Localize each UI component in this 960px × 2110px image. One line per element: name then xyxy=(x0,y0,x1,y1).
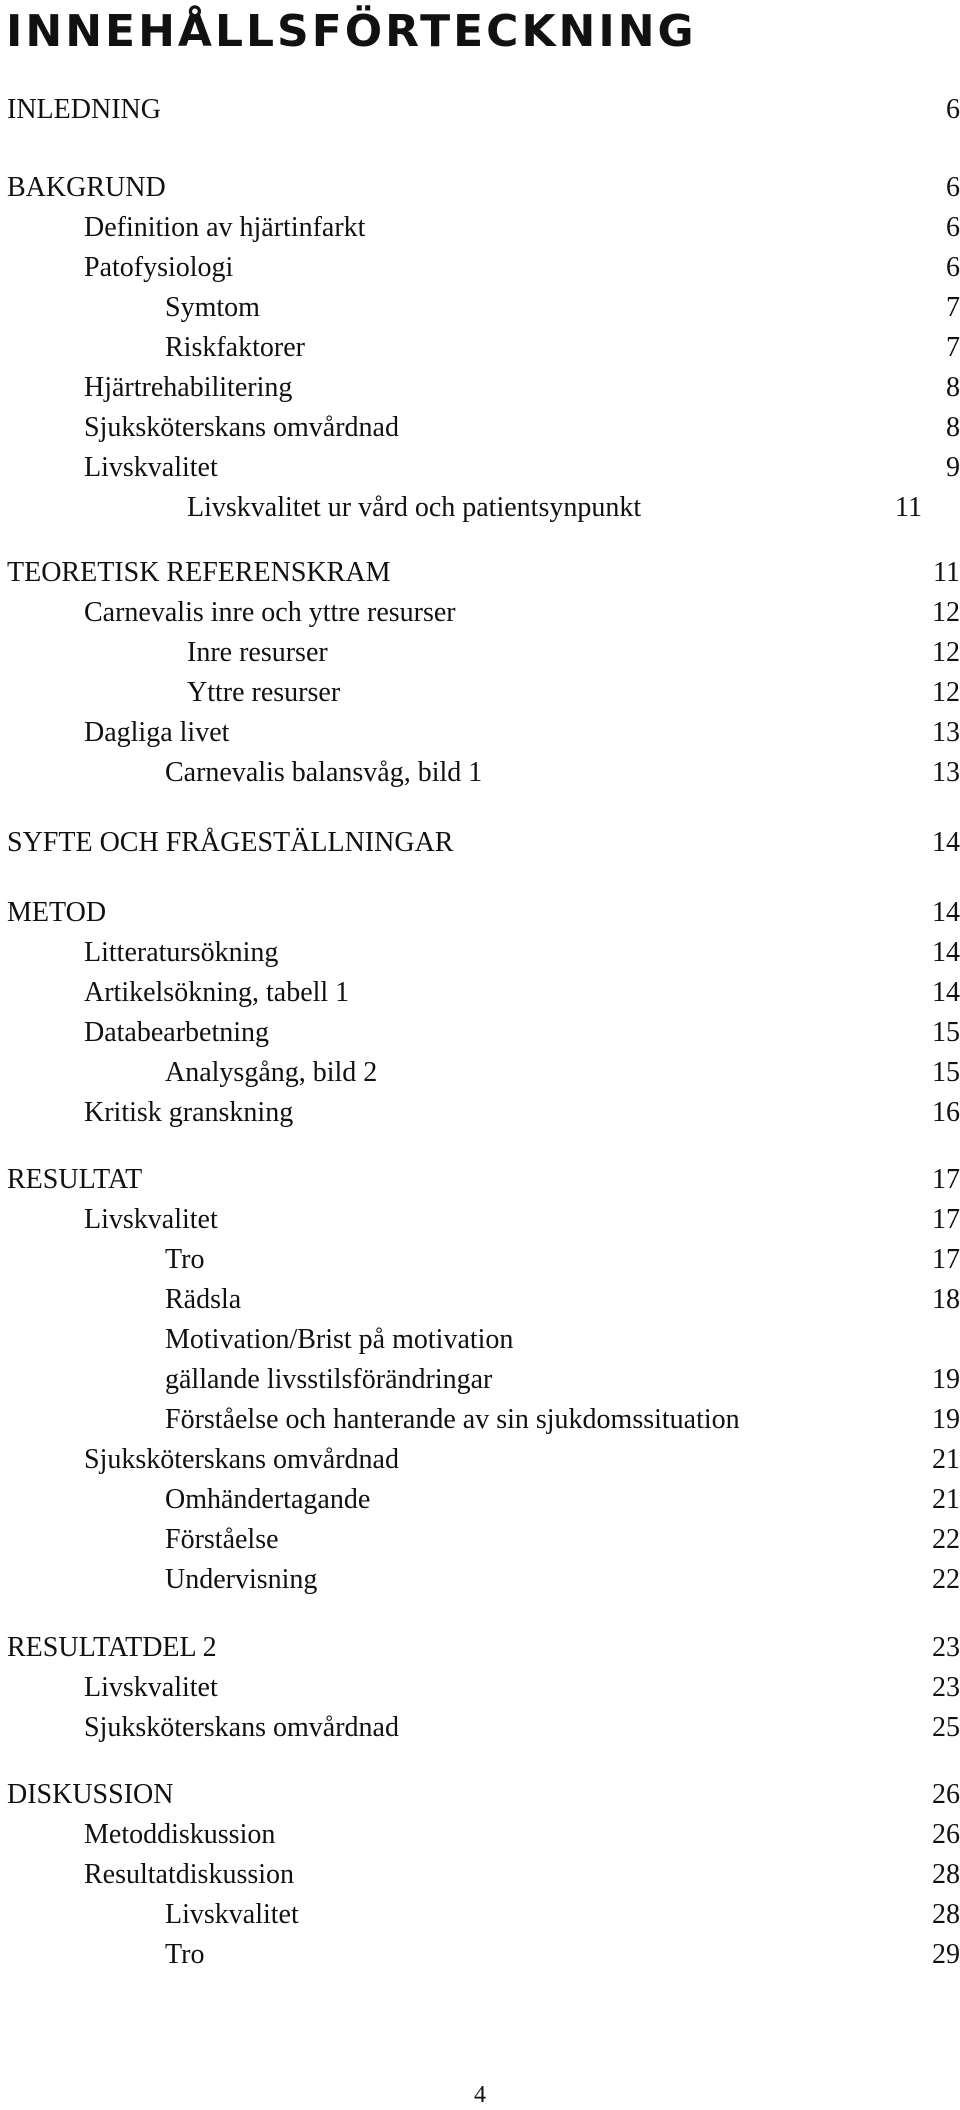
toc-entry-page: 8 xyxy=(946,412,960,443)
toc-entry-page: 6 xyxy=(946,212,960,243)
toc-entry-label: Sjuksköterskans omvårdnad xyxy=(84,412,399,443)
toc-entry-page: 21 xyxy=(932,1484,960,1515)
toc-entry xyxy=(0,208,960,248)
toc-entry-label: SYFTE OCH FRÅGESTÄLLNINGAR xyxy=(7,827,454,858)
toc-entry-label: Livskvalitet ur vård och patientsynpunkt xyxy=(187,492,642,523)
toc-entry-page: 25 xyxy=(932,1712,960,1743)
toc-entry-page: 15 xyxy=(932,1017,960,1048)
toc-entry xyxy=(0,1053,960,1093)
toc-entry xyxy=(0,1560,960,1600)
toc-entry xyxy=(0,1360,960,1400)
toc-entry-label: Rädsla xyxy=(165,1284,242,1315)
toc-entry-page: 8 xyxy=(946,372,960,403)
toc-entry xyxy=(0,1013,960,1053)
toc-entry-label: Kritisk granskning xyxy=(84,1097,294,1128)
toc-entry-label: Motivation/Brist på motivation xyxy=(165,1324,514,1355)
toc-entry-label: Symtom xyxy=(165,292,260,323)
toc-entry xyxy=(0,1708,960,1748)
toc-entry-page: 7 xyxy=(946,292,960,323)
toc-entry-label: Omhändertagande xyxy=(165,1484,371,1515)
toc-entry-label: gällande livsstilsförändringar xyxy=(165,1364,493,1395)
toc-entry xyxy=(0,1280,960,1320)
toc-entry-page: 12 xyxy=(932,677,960,708)
toc-entry-label: Databearbetning xyxy=(84,1017,270,1048)
toc-entry xyxy=(0,933,960,973)
toc-entry-label: Tro xyxy=(165,1244,205,1275)
toc-entry-page: 12 xyxy=(932,597,960,628)
toc-entry-page: 28 xyxy=(932,1859,960,1890)
toc-entry-label: Artikelsökning, tabell 1 xyxy=(84,977,350,1008)
toc-entry-page: 14 xyxy=(932,937,960,968)
toc-entry-page: 28 xyxy=(932,1899,960,1930)
toc-entry-page: 6 xyxy=(946,172,960,203)
toc-entry-page: 11 xyxy=(895,492,922,523)
toc-entry-label: Metoddiskussion xyxy=(84,1819,276,1850)
toc-entry-label: Riskfaktorer xyxy=(165,332,305,363)
toc-entry-page: 17 xyxy=(932,1204,960,1235)
toc-entry-label: Sjuksköterskans omvårdnad xyxy=(84,1444,399,1475)
toc-entry-page: 6 xyxy=(946,252,960,283)
toc-entry-page: 15 xyxy=(932,1057,960,1088)
toc-entry xyxy=(0,973,960,1013)
toc-entry-page: 12 xyxy=(932,637,960,668)
toc-entry xyxy=(0,248,960,288)
toc-entry xyxy=(0,368,960,408)
toc-entry-label: BAKGRUND xyxy=(7,172,166,203)
toc-entry-label: Förståelse xyxy=(165,1524,279,1555)
toc-entry-page: 29 xyxy=(932,1939,960,1970)
toc-entry-label: DISKUSSION xyxy=(7,1779,174,1810)
toc-entry xyxy=(0,1440,960,1480)
toc-entry xyxy=(0,1240,960,1280)
toc-entry-page: 17 xyxy=(932,1164,960,1195)
toc-entry xyxy=(0,1200,960,1240)
toc-entry-page: 14 xyxy=(932,977,960,1008)
toc-entry xyxy=(0,1400,960,1440)
toc-entry-page: 22 xyxy=(932,1524,960,1555)
toc-entry xyxy=(0,1628,960,1668)
toc-entry-page: 22 xyxy=(932,1564,960,1595)
toc-entry-label: Dagliga livet xyxy=(84,717,230,748)
toc-entry-label: Patofysiologi xyxy=(84,252,234,283)
toc-entry xyxy=(0,673,960,713)
toc-heading: INNEHÅLLSFÖRTECKNING xyxy=(6,6,697,57)
toc-entry-page: 13 xyxy=(932,717,960,748)
toc-entry-label: Livskvalitet xyxy=(84,1672,218,1703)
toc-entry-label: Livskvalitet xyxy=(84,452,218,483)
toc-entry-label: RESULTAT xyxy=(7,1164,143,1195)
toc-entry xyxy=(0,1093,960,1133)
toc-entry-label: Analysgång, bild 2 xyxy=(165,1057,378,1088)
toc-entry-label: Resultatdiskussion xyxy=(84,1859,295,1890)
toc-entry-label: Definition av hjärtinfarkt xyxy=(84,212,366,243)
toc-entry-page: 18 xyxy=(932,1284,960,1315)
toc-entry-page: 6 xyxy=(946,94,960,125)
toc-entry-page: 11 xyxy=(933,557,960,588)
toc-entry-label: Hjärtrehabilitering xyxy=(84,372,293,403)
toc-entry-page: 9 xyxy=(946,452,960,483)
toc-entry-page: 26 xyxy=(932,1779,960,1810)
toc-entry xyxy=(0,408,960,448)
toc-entry-label: RESULTATDEL 2 xyxy=(7,1632,217,1663)
toc-entry-page: 19 xyxy=(932,1364,960,1395)
toc-entry xyxy=(0,753,960,793)
toc-entry xyxy=(0,553,960,593)
toc-entry-label: Yttre resurser xyxy=(187,677,341,708)
toc-entry-label: Livskvalitet xyxy=(84,1204,218,1235)
toc-entry-label: Inre resurser xyxy=(187,637,328,668)
toc-entry-page: 26 xyxy=(932,1819,960,1850)
toc-entry-label: METOD xyxy=(7,897,107,928)
toc-entry-label: Litteratursökning xyxy=(84,937,279,968)
toc-entry xyxy=(0,1320,960,1360)
toc-entry-label: Undervisning xyxy=(165,1564,318,1595)
toc-entry-label: Carnevalis inre och yttre resurser xyxy=(84,597,456,628)
toc-entry-page: 14 xyxy=(932,897,960,928)
toc-entry xyxy=(0,168,960,208)
toc-entry-label: INLEDNING xyxy=(7,94,161,125)
toc-entry-page: 13 xyxy=(932,757,960,788)
toc-entry-label: Förståelse och hanterande av sin sjukdomssituation xyxy=(165,1404,740,1435)
toc-entry xyxy=(0,1668,960,1708)
toc-entry xyxy=(0,1520,960,1560)
toc-entry xyxy=(0,288,960,328)
toc-entry xyxy=(0,488,960,528)
toc-entry xyxy=(0,1775,960,1815)
toc-entry xyxy=(0,448,960,488)
toc-entry xyxy=(0,823,960,863)
toc-entry-label: Tro xyxy=(165,1939,205,1970)
toc-entry-page: 23 xyxy=(932,1672,960,1703)
toc-entry-label: Carnevalis balansvåg, bild 1 xyxy=(165,757,483,788)
toc-entry-page: 7 xyxy=(946,332,960,363)
toc-entry xyxy=(0,713,960,753)
toc-entry-label: TEORETISK REFERENSKRAM xyxy=(7,557,391,588)
toc-entry xyxy=(0,1855,960,1895)
page-number-footer: 4 xyxy=(474,2082,486,2108)
toc-entry xyxy=(0,328,960,368)
toc-entry-page: 23 xyxy=(932,1632,960,1663)
toc-entry-label: Livskvalitet xyxy=(165,1899,299,1930)
toc-entry xyxy=(0,1895,960,1935)
toc-entry-label: Sjuksköterskans omvårdnad xyxy=(84,1712,399,1743)
toc-entry xyxy=(0,90,960,130)
toc-entry xyxy=(0,893,960,933)
toc-entry xyxy=(0,1935,960,1975)
toc-entry-page: 21 xyxy=(932,1444,960,1475)
toc-entry-page: 19 xyxy=(932,1404,960,1435)
toc-entry-page: 14 xyxy=(932,827,960,858)
toc-entry xyxy=(0,1480,960,1520)
toc-entry xyxy=(0,633,960,673)
toc-entry xyxy=(0,1815,960,1855)
toc-entry-page: 16 xyxy=(932,1097,960,1128)
toc-entry xyxy=(0,1160,960,1200)
toc-entry-page: 17 xyxy=(932,1244,960,1275)
toc-entry xyxy=(0,593,960,633)
